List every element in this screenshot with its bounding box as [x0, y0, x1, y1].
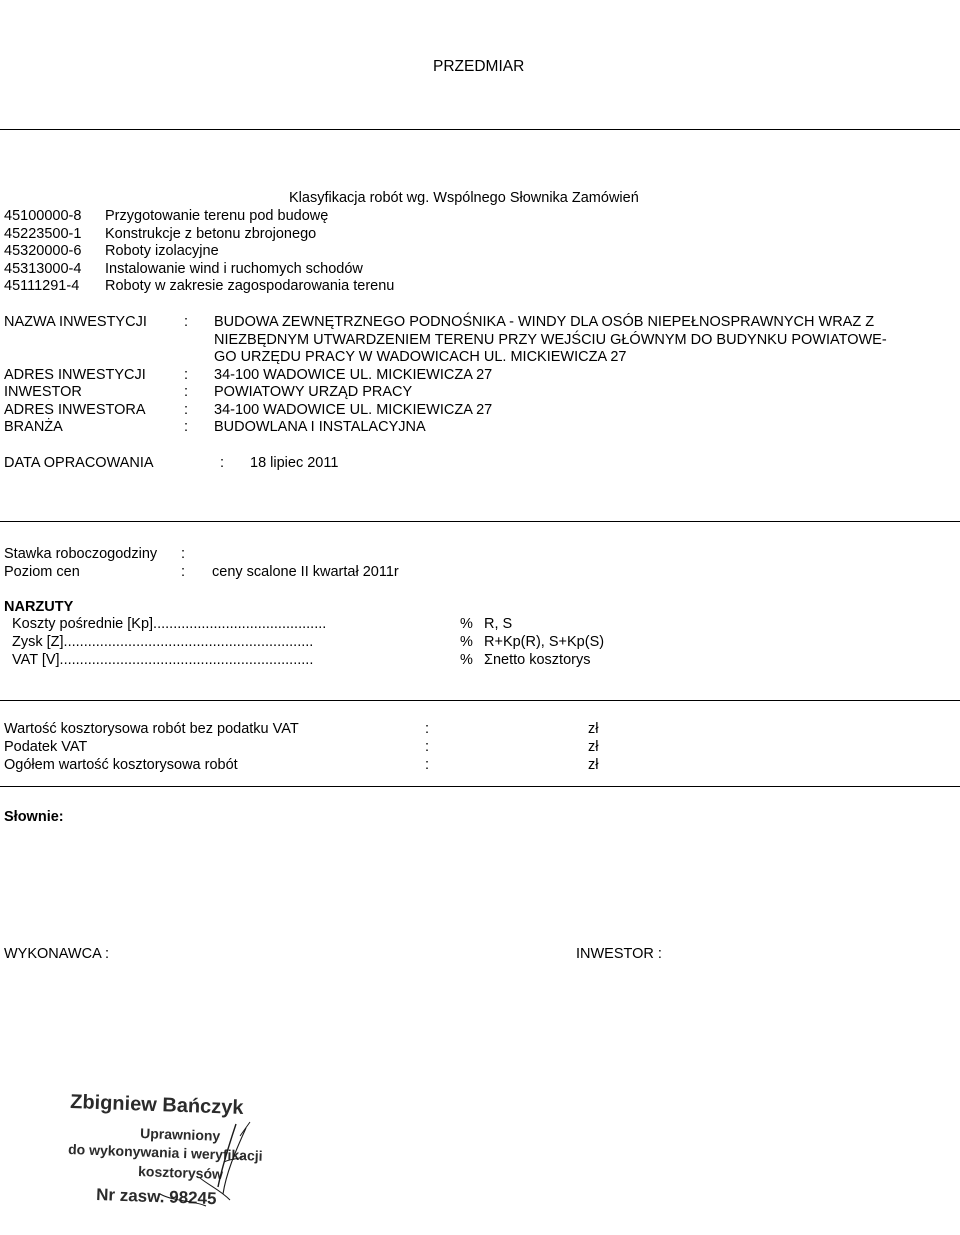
- date-value: 18 lipiec 2011: [250, 455, 339, 471]
- investor-label: INWESTOR: [4, 384, 82, 400]
- cpv-code: 45223500-1: [4, 226, 82, 242]
- colon: :: [425, 739, 430, 755]
- markup-percent-sign: %: [460, 652, 473, 668]
- divider-words: [0, 786, 960, 787]
- colon: :: [181, 564, 186, 580]
- colon: :: [184, 419, 189, 435]
- markup-basis: Σnetto kosztorys: [484, 652, 591, 668]
- markup-label: VAT [V]...............................................................: [12, 652, 314, 668]
- total-label: Wartość kosztorysowa robót bez podatku VAT: [4, 721, 299, 737]
- stamp-name: Zbigniew Bańczyk: [69, 1091, 244, 1120]
- colon: :: [184, 314, 189, 330]
- price-level-label: Poziom cen: [4, 564, 80, 580]
- contractor-signature-label: WYKONAWCA :: [4, 946, 109, 962]
- cpv-code: 45313000-4: [4, 261, 82, 277]
- markup-percent-sign: %: [460, 616, 473, 632]
- markups-heading: NARZUTY: [4, 599, 74, 615]
- cpv-name: Przygotowanie terenu pod budowę: [105, 208, 329, 224]
- total-label: Ogółem wartość kosztorysowa robót: [4, 757, 238, 773]
- investment-address-label: ADRES INWESTYCJI: [4, 367, 146, 383]
- investment-address-value: 34-100 WADOWICE UL. MICKIEWICZA 27: [214, 367, 493, 383]
- stamp-line: kosztorysów: [137, 1163, 224, 1182]
- investment-name-line: GO URZĘDU PRACY W WADOWICACH UL. MICKIEWICZA 27: [214, 349, 627, 365]
- cpv-name: Roboty izolacyjne: [105, 243, 219, 259]
- cpv-name: Instalowanie wind i ruchomych schodów: [105, 261, 363, 277]
- investor-value: POWIATOWY URZĄD PRACY: [214, 384, 413, 400]
- colon: :: [425, 721, 430, 737]
- total-label: Podatek VAT: [4, 739, 88, 755]
- colon: :: [184, 384, 189, 400]
- investor-address-label: ADRES INWESTORA: [4, 402, 146, 418]
- cpv-code: 45111291-4: [4, 278, 80, 294]
- price-level-value: ceny scalone II kwartał 2011r: [212, 564, 399, 580]
- stamp-line: do wykonywania i weryfikacji: [67, 1141, 263, 1164]
- classification-heading: Klasyfikacja robót wg. Wspólnego Słownika Zamówień: [289, 190, 639, 206]
- cpv-name: Roboty w zakresie zagospodarowania terenu: [105, 278, 395, 294]
- investment-name-label: NAZWA INWESTYCJI: [4, 314, 147, 330]
- investment-name-line: BUDOWA ZEWNĘTRZNEGO PODNOŚNIKA - WINDY DLA OSÓB NIEPEŁNOSPRAWNYCH WRAZ Z: [214, 314, 875, 330]
- markup-label: Koszty pośrednie [Kp]...........................................: [12, 616, 327, 632]
- date-label: DATA OPRACOWANIA: [4, 455, 154, 471]
- stamp-line: Uprawniony: [139, 1125, 221, 1144]
- currency: zł: [588, 739, 599, 755]
- colon: :: [184, 367, 189, 383]
- colon: :: [184, 402, 189, 418]
- cpv-code: 45320000-6: [4, 243, 82, 259]
- markup-basis: R+Kp(R), S+Kp(S): [484, 634, 605, 650]
- words-label: Słownie:: [4, 809, 64, 825]
- investor-signature-label: INWESTOR :: [576, 946, 662, 962]
- colon: :: [181, 546, 186, 562]
- investment-name-line: NIEZBĘDNYM UTWARDZENIEM TERENU PRZY WEJŚCIU GŁÓWNYM DO BUDYNKU POWIATOWE-: [214, 332, 887, 348]
- divider-rates: [0, 521, 960, 522]
- markup-percent-sign: %: [460, 634, 473, 650]
- cpv-code: 45100000-8: [4, 208, 82, 224]
- markup-label: Zysk [Z]..............................................................: [12, 634, 314, 650]
- cpv-name: Konstrukcje z betonu zbrojonego: [105, 226, 317, 242]
- colon: :: [425, 757, 430, 773]
- currency: zł: [588, 757, 599, 773]
- branch-label: BRANŻA: [4, 419, 63, 435]
- hourly-rate-label: Stawka roboczogodziny: [4, 546, 158, 562]
- investor-address-value: 34-100 WADOWICE UL. MICKIEWICZA 27: [214, 402, 493, 418]
- colon: :: [220, 455, 225, 471]
- currency: zł: [588, 721, 599, 737]
- document-title: PRZEDMIAR: [433, 58, 525, 75]
- markup-basis: R, S: [484, 616, 513, 632]
- stamp-line: Nr zasw. 98245: [95, 1185, 217, 1209]
- divider-top: [0, 129, 960, 130]
- estimator-stamp: [60, 1082, 330, 1232]
- branch-value: BUDOWLANA I INSTALACYJNA: [214, 419, 426, 435]
- divider-totals: [0, 700, 960, 701]
